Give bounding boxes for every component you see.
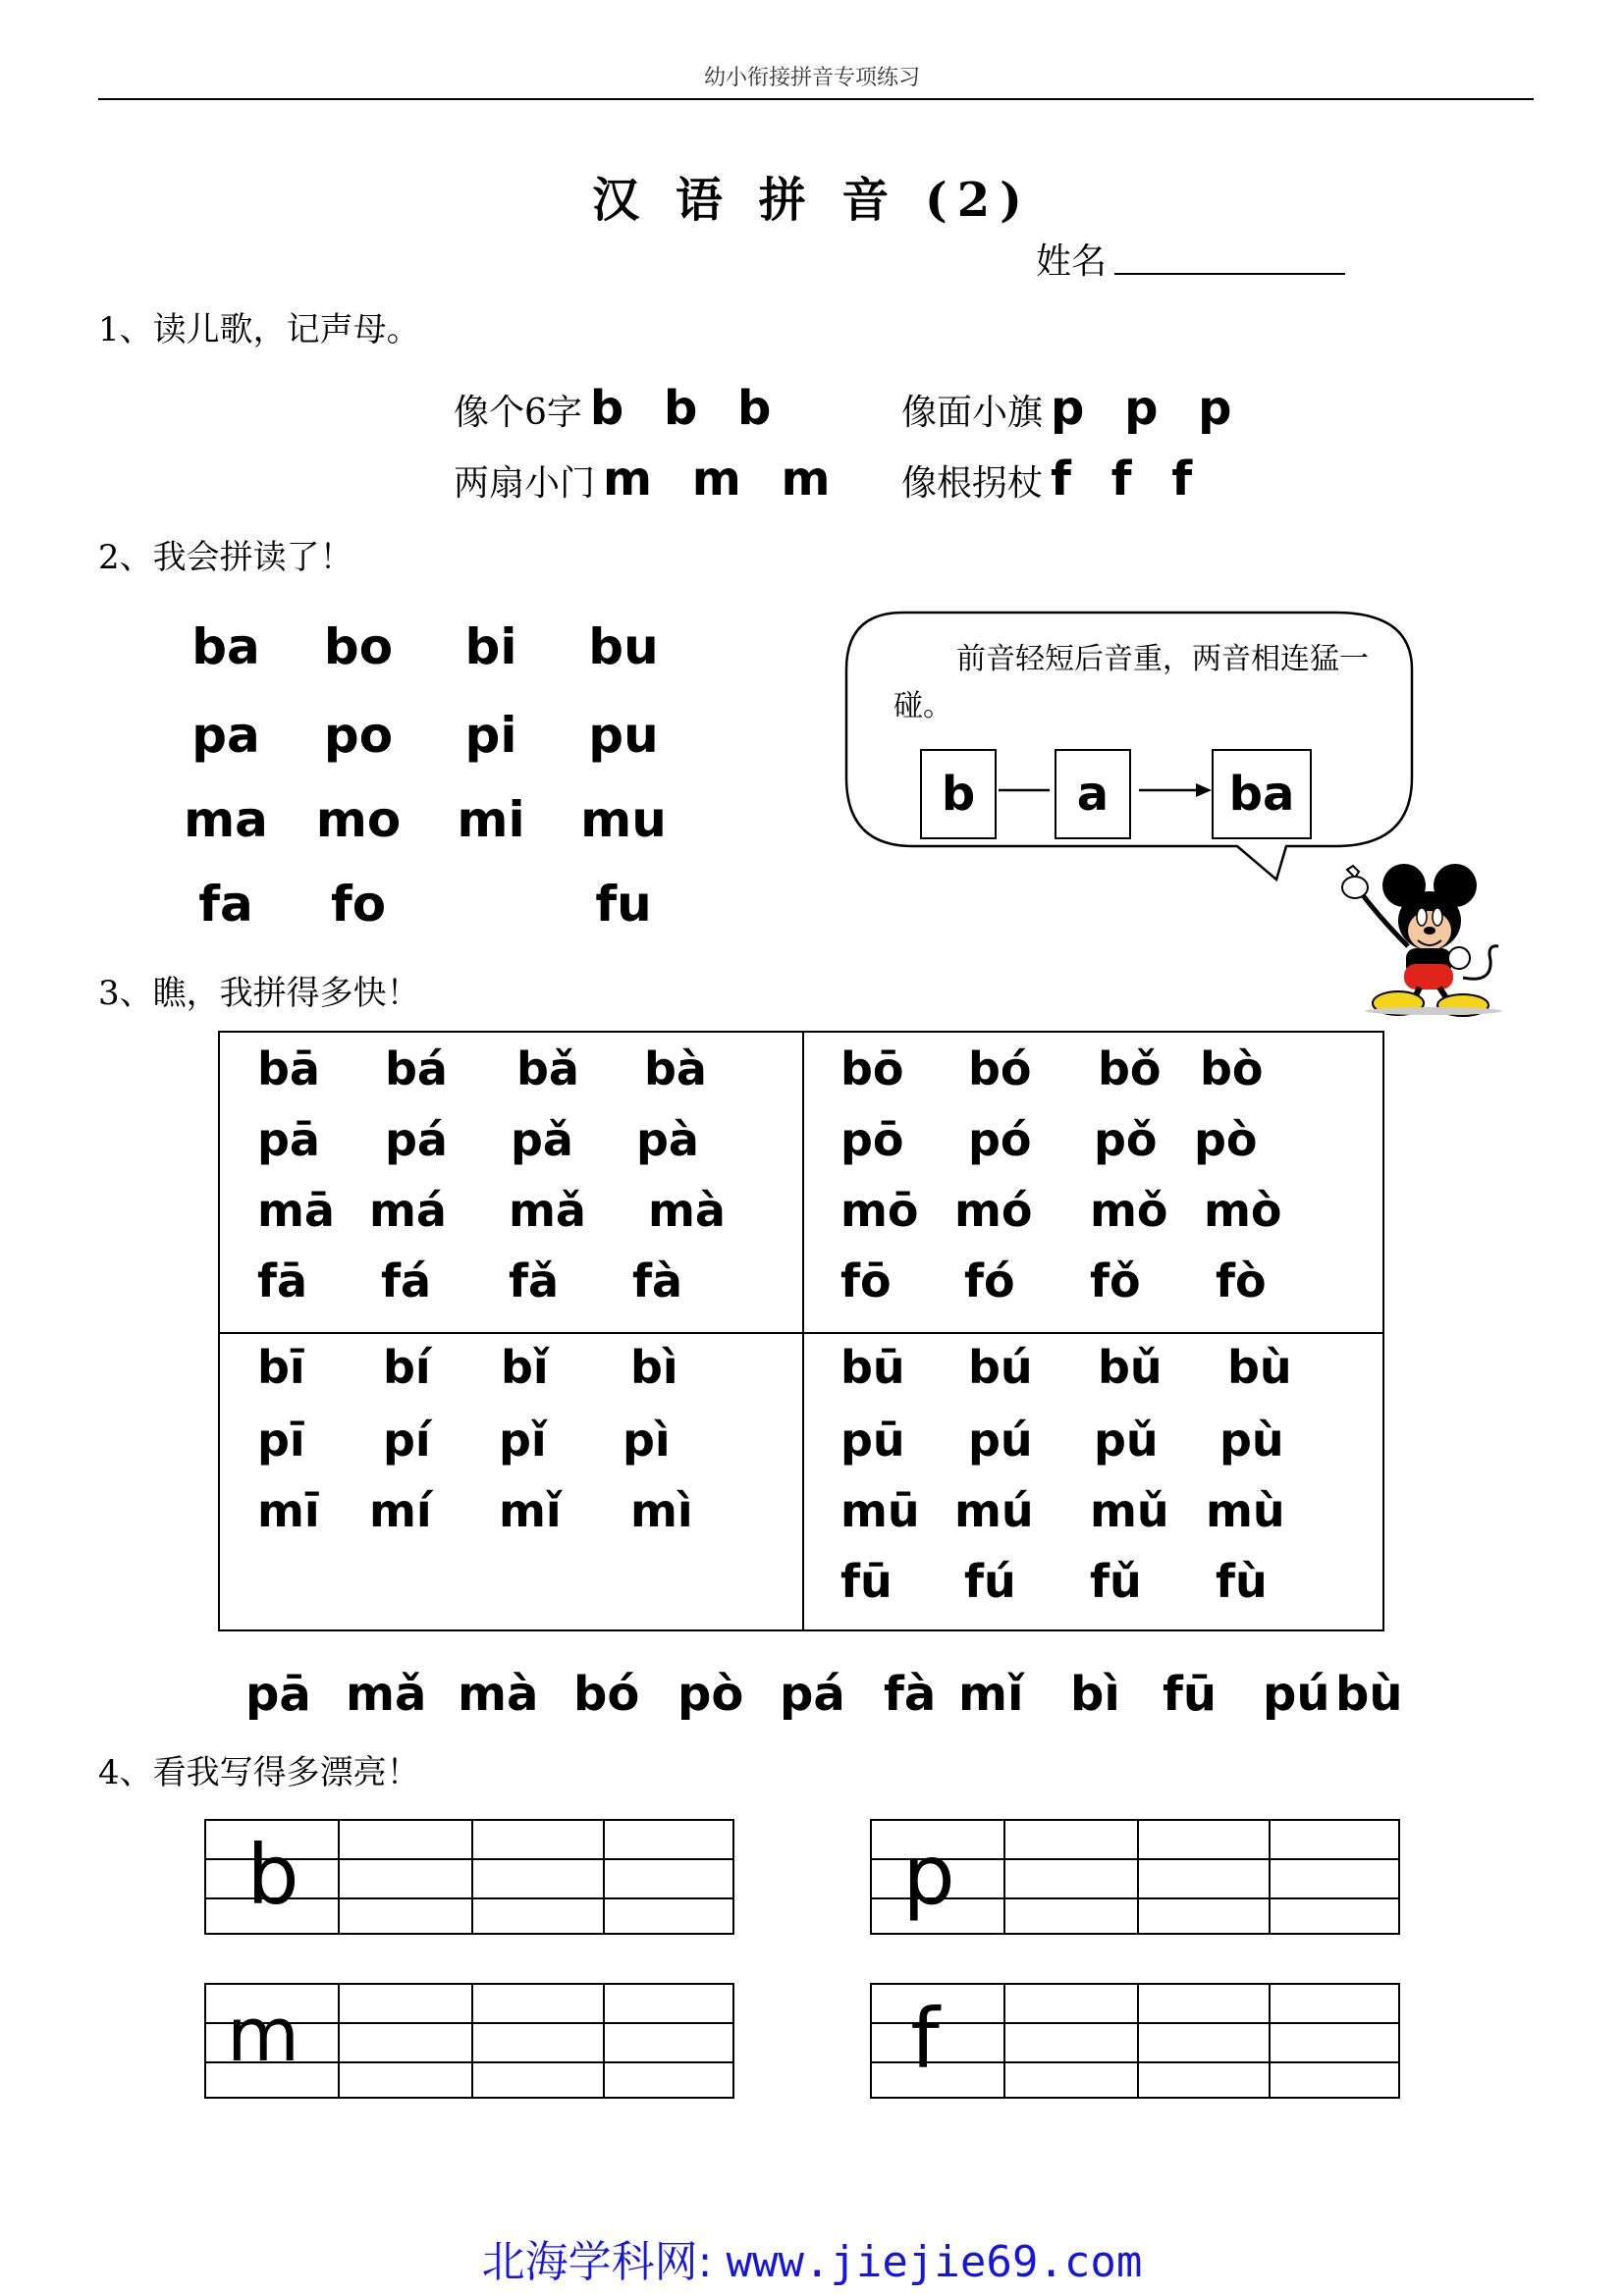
tone-syllable: pō	[840, 1113, 904, 1166]
drill-syllable: pá	[780, 1667, 845, 1722]
header-rule	[98, 98, 1534, 100]
syllable: pi	[464, 707, 517, 764]
tone-syllable: pá	[385, 1113, 448, 1166]
rhyme-letters: m m m	[603, 452, 842, 507]
writing-grid-b[interactable]	[204, 1819, 734, 1935]
rhyme-text: 像根拐杖	[901, 463, 1044, 504]
grid-cell-divider	[471, 1821, 473, 1933]
tone-syllable: bì	[630, 1341, 678, 1394]
syllable: mo	[315, 791, 402, 848]
page-header: 幼小衔接拼音专项练习	[703, 66, 920, 90]
tone-syllable: pó	[968, 1113, 1032, 1166]
rhyme-text: 两扇小门	[454, 463, 596, 504]
tone-syllable: mǎ	[509, 1184, 586, 1237]
grid-cell-divider	[1137, 1821, 1139, 1933]
tone-syllable: mū	[840, 1484, 920, 1537]
tone-syllable: pò	[1194, 1113, 1258, 1166]
grid-cell-divider	[471, 1985, 473, 2097]
tone-syllable: mà	[648, 1184, 726, 1237]
tone-syllable: bò	[1200, 1042, 1264, 1095]
tone-syllable: pǔ	[1094, 1414, 1159, 1467]
final-box: a	[1055, 749, 1131, 839]
tone-syllable: pā	[257, 1113, 320, 1166]
tone-syllable: bā	[257, 1042, 320, 1095]
tone-syllable: bū	[840, 1341, 905, 1394]
grid-cell-divider	[603, 1821, 605, 1933]
writing-grid-f[interactable]	[870, 1983, 1400, 2099]
tone-syllable: mǒ	[1090, 1184, 1168, 1237]
grid-cell-divider	[1003, 1821, 1005, 1933]
syllable: ma	[184, 791, 268, 848]
writing-grid-p[interactable]	[870, 1819, 1400, 1935]
footer-label: 北海学科网:	[481, 2237, 713, 2287]
section-4-heading: 4、看我写得多漂亮！	[98, 1753, 420, 1792]
name-write-line[interactable]	[1114, 273, 1345, 275]
tone-syllable: fù	[1216, 1555, 1268, 1608]
section-2-heading: 2、我会拼读了！	[98, 538, 353, 577]
syllable: po	[323, 707, 394, 764]
tone-syllable: bǐ	[501, 1341, 549, 1394]
section-3-heading: 3、瞧，我拼得多快！	[98, 974, 420, 1013]
grid-cell-divider	[1269, 1821, 1271, 1933]
name-label: 姓名	[1036, 241, 1108, 282]
drill-syllable: bù	[1335, 1667, 1403, 1722]
tone-syllable: bù	[1227, 1341, 1292, 1394]
tone-syllable: bǔ	[1098, 1341, 1163, 1394]
footer-url[interactable]: www.jiejie69.com	[726, 2237, 1143, 2287]
syllable: bo	[323, 618, 394, 675]
drill-syllable: bì	[1070, 1667, 1120, 1722]
tone-syllable: pì	[623, 1414, 671, 1467]
tone-syllable: bō	[840, 1042, 904, 1095]
model-letter: b	[246, 1827, 299, 1923]
tone-syllable: fǔ	[1090, 1555, 1142, 1608]
model-letter: f	[910, 1991, 940, 2087]
drill-syllable: pò	[677, 1667, 744, 1722]
tone-syllable: má	[369, 1184, 447, 1237]
rhyme-letters: p p p	[1051, 381, 1244, 436]
syllable: bu	[588, 618, 659, 675]
tone-syllable: pǒ	[1094, 1113, 1158, 1166]
tone-syllable: fá	[381, 1255, 432, 1308]
tone-syllable: fǒ	[1090, 1255, 1141, 1308]
tone-syllable: pù	[1219, 1414, 1284, 1467]
tone-syllable: bú	[968, 1341, 1033, 1394]
model-letter: m	[226, 1991, 300, 2078]
syllable: mi	[457, 791, 525, 848]
tone-syllable: fò	[1216, 1255, 1267, 1308]
tone-syllable: pà	[636, 1113, 699, 1166]
tone-syllable: mō	[840, 1184, 919, 1237]
grid-cell-divider	[603, 1985, 605, 2097]
syllable: fa	[198, 876, 253, 933]
tone-syllable: bī	[257, 1341, 305, 1394]
footer-watermark	[0, 2226, 1624, 2289]
mouse-mascot-icon	[1326, 862, 1512, 1017]
drill-syllable: pā	[245, 1667, 311, 1722]
tone-syllable: mī	[257, 1484, 320, 1537]
section-1-heading: 1、读儿歌，记声母。	[98, 310, 420, 349]
bubble-text: 前音轻短后音重，两音相连猛一碰。	[893, 642, 1369, 723]
syllable: fu	[595, 876, 652, 933]
page-title: 汉 语 拼 音 (2)	[592, 173, 1032, 228]
tone-syllable: fā	[257, 1255, 308, 1308]
syllable: bi	[464, 618, 517, 675]
rhyme-line-m	[454, 452, 841, 507]
tone-syllable: fū	[840, 1555, 893, 1608]
tone-syllable: pū	[840, 1414, 905, 1467]
tone-syllable: mǐ	[499, 1484, 562, 1537]
initial-box: b	[920, 749, 997, 839]
syllable: pu	[588, 707, 659, 764]
grid-cell-divider	[338, 1821, 340, 1933]
tone-grid	[218, 1031, 1384, 1631]
syllable: mu	[580, 791, 667, 848]
grid-cell-divider	[1269, 1985, 1271, 2097]
tone-syllable: pǐ	[499, 1414, 547, 1467]
tone-syllable: bá	[385, 1042, 448, 1095]
tone-syllable: bí	[383, 1341, 431, 1394]
tone-syllable: mú	[954, 1484, 1034, 1537]
drill-syllable: fū	[1163, 1667, 1218, 1722]
rhyme-letters: f f f	[1051, 452, 1205, 507]
syllable: pa	[191, 707, 260, 764]
tone-syllable: pí	[383, 1414, 431, 1467]
grid-divider	[802, 1033, 804, 1629]
grid-cell-divider	[338, 1985, 340, 2097]
drill-syllable: fà	[884, 1667, 937, 1722]
grid-divider	[220, 1332, 1382, 1334]
tone-syllable: pī	[257, 1414, 305, 1467]
syllable-box: ba	[1212, 749, 1312, 839]
drill-syllable: mà	[458, 1667, 539, 1722]
tone-syllable: mā	[257, 1184, 335, 1237]
arrow-icon	[1137, 781, 1214, 799]
tone-syllable: mí	[369, 1484, 432, 1537]
tone-syllable: mù	[1206, 1484, 1285, 1537]
grid-cell-divider	[1137, 1985, 1139, 2097]
tone-syllable: mó	[954, 1184, 1033, 1237]
model-letter: p	[902, 1827, 955, 1923]
drill-syllable: mǎ	[346, 1667, 427, 1722]
tone-syllable: mò	[1204, 1184, 1282, 1237]
rhyme-line-p	[901, 381, 1244, 436]
tone-syllable: bǎ	[516, 1042, 579, 1095]
syllable: fo	[330, 876, 387, 933]
drill-syllable: bó	[573, 1667, 640, 1722]
tone-syllable: fǎ	[509, 1255, 560, 1308]
tone-syllable: fō	[840, 1255, 892, 1308]
join-line	[995, 785, 1054, 795]
drill-syllable: pú	[1263, 1667, 1330, 1722]
tone-syllable: fà	[632, 1255, 683, 1308]
grid-cell-divider	[1003, 1985, 1005, 2097]
syllable: ba	[191, 618, 260, 675]
rhyme-line-f	[901, 452, 1204, 507]
tone-syllable: bó	[968, 1042, 1032, 1095]
tone-syllable: pú	[968, 1414, 1033, 1467]
tone-syllable: fú	[964, 1555, 1016, 1608]
tone-syllable: fó	[964, 1255, 1015, 1308]
drill-syllable: mǐ	[958, 1667, 1024, 1722]
rhyme-letters: b b b	[589, 381, 784, 436]
tone-syllable: mì	[630, 1484, 693, 1537]
tone-syllable: mǔ	[1090, 1484, 1169, 1537]
tone-syllable: pǎ	[511, 1113, 573, 1166]
rhyme-line-b	[454, 381, 783, 436]
rhyme-text: 像面小旗	[901, 393, 1044, 433]
rhyme-text: 像个6字	[454, 393, 582, 433]
writing-grid-m[interactable]	[204, 1983, 734, 2099]
tone-syllable: bà	[644, 1042, 707, 1095]
tone-syllable: bǒ	[1098, 1042, 1162, 1095]
